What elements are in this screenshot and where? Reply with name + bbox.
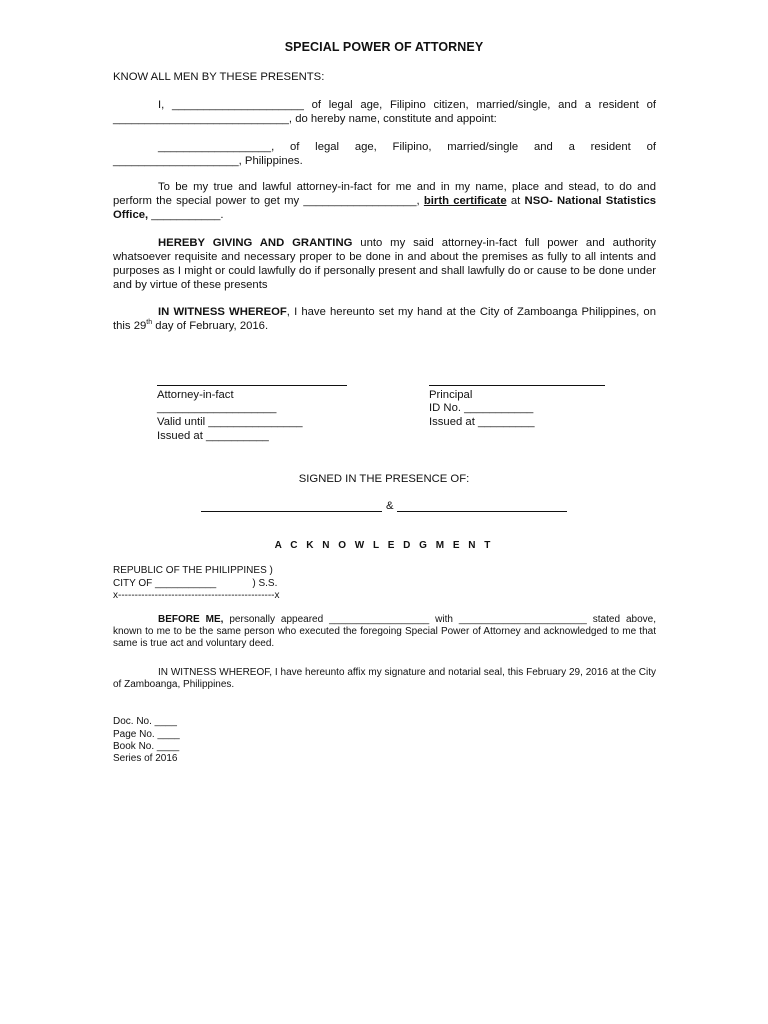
principal-address-blank: ____________________________	[113, 113, 289, 125]
attorney-signature-line	[157, 385, 347, 386]
attorney-issued-at: Issued at __________	[157, 430, 269, 442]
paragraph-power	[113, 180, 656, 222]
day-suffix: th	[146, 319, 153, 327]
doc-no: Doc. No. ____	[113, 716, 177, 727]
nso-office-text: NSO- National Statistics Office,	[113, 195, 657, 221]
city-line: CITY OF ___________ ) S.S.	[113, 578, 278, 589]
page-no: Page No. ____	[113, 729, 180, 740]
republic-line: REPUBLIC OF THE PHILIPPINES )	[113, 565, 273, 576]
series-year: Series of 2016	[113, 753, 178, 764]
paragraph-principal	[113, 98, 656, 126]
principal-name-blank: _____________________	[171, 99, 304, 111]
witness-heading: SIGNED IN THE PRESENCE OF:	[298, 473, 470, 485]
p3-text: To be my true and lawful attorney-in-fact for me and in my name, place and stead, to do and perform the special power to get my	[113, 181, 656, 207]
attorney-id-blank: ___________________	[157, 402, 277, 414]
attorney-valid-until: Valid until _______________	[157, 416, 303, 428]
principal-label: Principal	[429, 389, 473, 401]
granting-text: unto my said attorney-in-fact full power and authority whatsoever requisite and necessary proper to be done in and about the premises as fully to all intents and purposes as I might or could lawfully do if personally present and shall lawfully do or cause to be done under and by virtue of these presents	[113, 237, 656, 291]
witness-ampersand: &	[386, 500, 394, 512]
p2-end: , Philippines.	[238, 155, 303, 167]
birth-certificate-text: birth certificate	[423, 195, 507, 207]
granting-bold: HEREBY GIVING AND GRANTING	[158, 237, 353, 249]
attorney-address-blank: ____________________	[113, 155, 239, 167]
document-title: SPECIAL POWER OF ATTORNEY	[284, 40, 484, 54]
paragraph-witness	[113, 305, 656, 333]
notary-witness-paragraph	[113, 667, 656, 691]
x-separator: x-----------------------------------------------x	[113, 590, 280, 601]
office-blank: ___________.	[151, 209, 224, 221]
p2-text: of legal age, Filipino, married/single and a resident of	[290, 141, 656, 153]
document-blank: __________________,	[303, 195, 420, 207]
attorney-label: Attorney-in-fact	[157, 389, 234, 401]
witness-line-2	[397, 511, 567, 512]
p3-at: at	[510, 195, 521, 207]
before-me-text: personally appeared __________________ with _______________________ stated above, known to me to be the same person who executed the foregoing Special Power of Attorney and acknowledged to me that same is true act and voluntary deed.	[113, 614, 656, 649]
p1-intro: I,	[158, 99, 165, 111]
notary-witness-text: IN WITNESS WHEREOF, I have hereunto affix my signature and notarial seal, this February 29, 2016 at the City of Zamboanga, Philippines.	[113, 667, 656, 690]
before-me-paragraph	[113, 614, 656, 650]
p1-end: , do hereby name, constitute and appoint:	[288, 113, 497, 125]
witness-whereof-bold: IN WITNESS WHEREOF	[158, 306, 287, 318]
before-me-bold: BEFORE ME,	[158, 614, 224, 625]
p1-text: of legal age, Filipino citizen, married/single, and a resident of	[311, 99, 656, 111]
paragraph-granting	[113, 236, 656, 292]
witness-text: , I have hereunto set my hand at the City of Zamboanga Philippines, on this 29	[113, 306, 656, 332]
witness-line-1	[201, 511, 382, 512]
witness-date: day of February, 2016.	[155, 320, 269, 332]
paragraph-attorney	[113, 140, 656, 168]
book-no: Book No. ____	[113, 741, 180, 752]
principal-signature-line	[429, 385, 605, 386]
acknowledgment-heading: A C K N O W L E D G M E N T	[274, 540, 494, 551]
principal-issued-at: Issued at _________	[429, 416, 535, 428]
attorney-name-blank: __________________,	[158, 141, 275, 153]
salutation: KNOW ALL MEN BY THESE PRESENTS:	[113, 71, 325, 83]
principal-id-no: ID No. ___________	[429, 402, 534, 414]
